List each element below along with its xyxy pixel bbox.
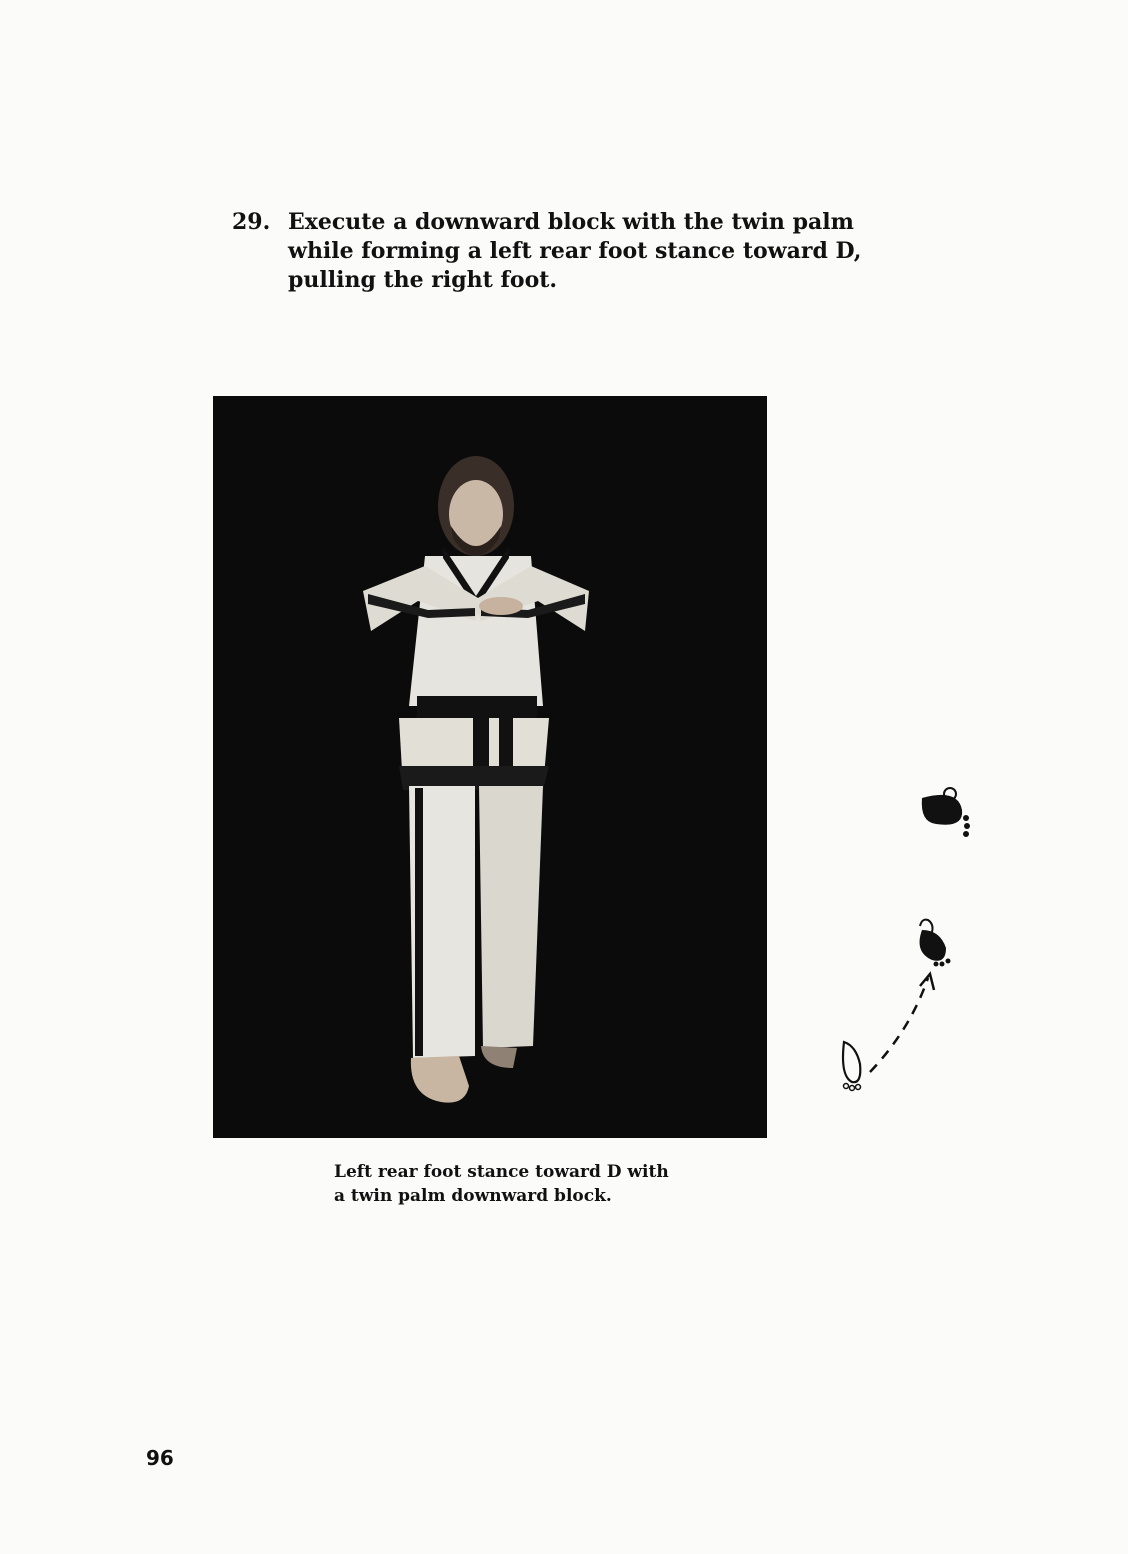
step-number: 29.: [232, 209, 271, 235]
step-description: Execute a downward block with the twin palm while forming a left rear foot stance toward D, pulling the right foot.: [288, 209, 862, 293]
martial-artist-photo-icon: [213, 396, 767, 1138]
photo-caption: [334, 1160, 754, 1208]
footprint-diagram-svg: [830, 780, 990, 1100]
photo-illustration: [213, 396, 767, 1138]
page-number: 96: [146, 1446, 174, 1470]
footprint-diagram-icon: [830, 780, 990, 1100]
caption-line-2: a twin palm downward block.: [334, 1186, 612, 1206]
step-instruction: [232, 208, 892, 295]
caption-line-1: Left rear foot stance toward D with: [334, 1162, 669, 1182]
footprint-middle-icon: [920, 920, 951, 967]
footprint-bottom-icon: [843, 1042, 861, 1091]
footprint-top-icon: [922, 788, 970, 837]
